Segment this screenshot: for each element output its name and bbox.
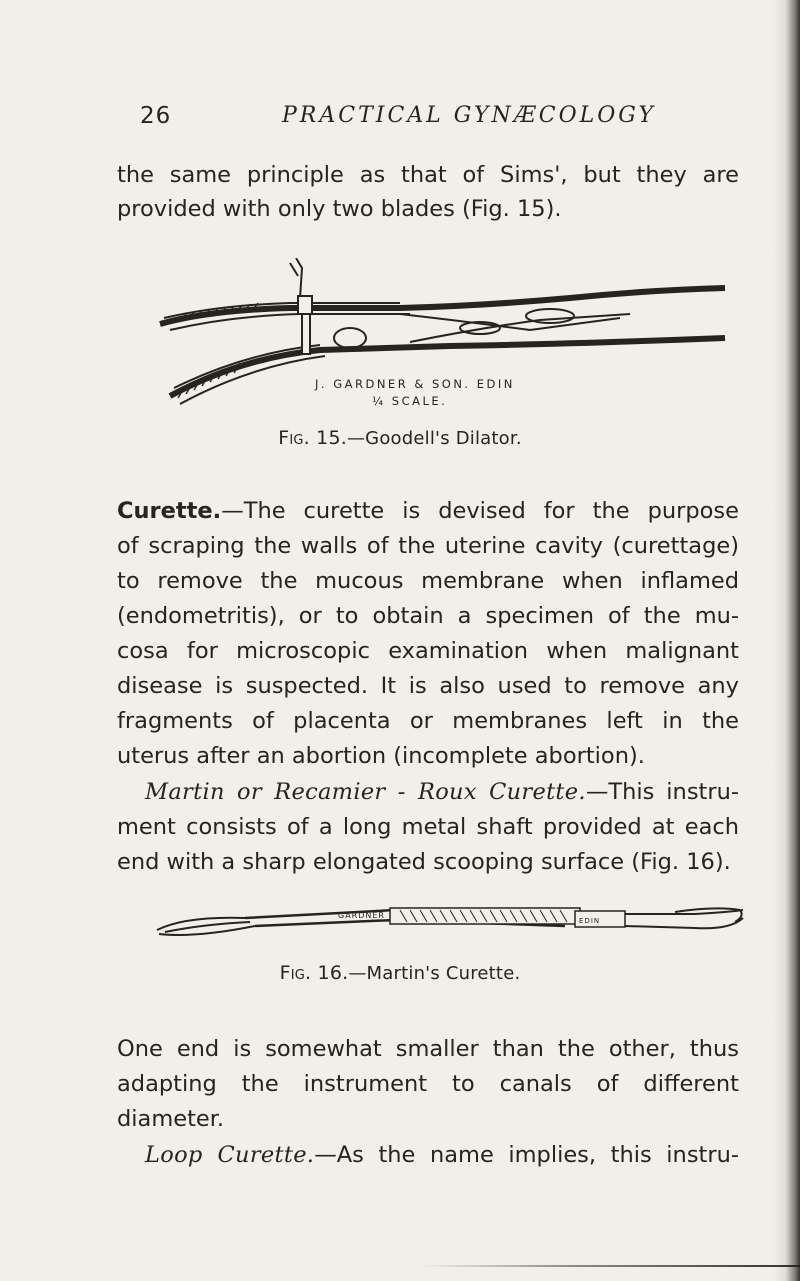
figure-15-caption-text: —Goodell's Dilator. xyxy=(346,428,522,449)
page-number: 26 xyxy=(140,103,172,129)
page-bottom-edge xyxy=(420,1265,800,1267)
martin-line-3: end with a sharp elongated scooping surface (Fig. 16). xyxy=(117,849,731,875)
curette-line-1-rest: —The curette is devised for the purpose xyxy=(221,498,739,524)
curette-line-1 xyxy=(117,494,739,528)
curette-line-4: (endometritis), or to obtain a specimen of the mu- xyxy=(117,603,739,629)
running-title: PRACTICAL GYNÆCOLOGY xyxy=(282,103,656,128)
dilator-handle-upper xyxy=(160,288,725,330)
loop-line-1 xyxy=(145,1138,739,1172)
martin-line-1 xyxy=(145,775,739,809)
curette-line-7: fragments of placenta or membranes left in the xyxy=(117,708,739,734)
martin-line-2: ment consists of a long metal shaft provided at each xyxy=(117,814,739,840)
intro-line-2: provided with only two blades (Fig. 15). xyxy=(117,196,562,222)
loop-line-1-rest: —As the name implies, this instru- xyxy=(314,1142,739,1168)
intro-line-1: the same principle as that of Sims', but they are xyxy=(117,162,739,188)
goodell-dilator-illustration xyxy=(150,258,740,408)
curette-line-5: cosa for microscopic examination when malignant xyxy=(117,638,739,664)
curette-large-end xyxy=(625,908,743,928)
martin-line-1-rest: —This instru- xyxy=(585,779,739,805)
figure-16-caption-text: —Martin's Curette. xyxy=(348,963,521,984)
dilator-handle-lower xyxy=(170,338,725,404)
curette-shaft xyxy=(245,908,625,927)
curette-line-6: disease is suspected. It is also used to remove any xyxy=(117,673,739,699)
curette-small-end xyxy=(157,918,255,935)
figure-16-label: Fig. 16. xyxy=(279,962,349,984)
martin-curette-term: Martin or Recamier - Roux Curette. xyxy=(145,779,586,805)
curette-line-3: to remove the mucous membrane when inflamed xyxy=(117,568,739,594)
after-line-1: One end is somewhat smaller than the other, thus xyxy=(117,1036,739,1062)
running-header xyxy=(140,103,740,137)
figure-16-caption xyxy=(0,962,800,984)
after-line-3: diameter. xyxy=(117,1106,225,1132)
fig15-scale-label: ¼ SCALE. xyxy=(372,394,448,408)
page-edge-shadow xyxy=(774,0,800,1281)
fig16-maker-short: EDIN xyxy=(579,917,601,925)
curette-heading: Curette. xyxy=(117,498,222,524)
fig16-maker-mark: GARDNER xyxy=(338,911,385,920)
curette-line-8: uterus after an abortion (incomplete abortion). xyxy=(117,743,645,769)
martin-curette-illustration xyxy=(155,904,745,944)
after-line-2: adapting the instrument to canals of different xyxy=(117,1071,739,1097)
figure-15-label: Fig. 15. xyxy=(278,427,347,449)
fig15-maker-mark: J. GARDNER & SON. EDIN xyxy=(315,377,515,391)
curette-line-2: of scraping the walls of the uterine cavity (curettage) xyxy=(117,533,739,559)
figure-15-caption xyxy=(0,427,800,449)
loop-curette-term: Loop Curette. xyxy=(145,1142,315,1168)
